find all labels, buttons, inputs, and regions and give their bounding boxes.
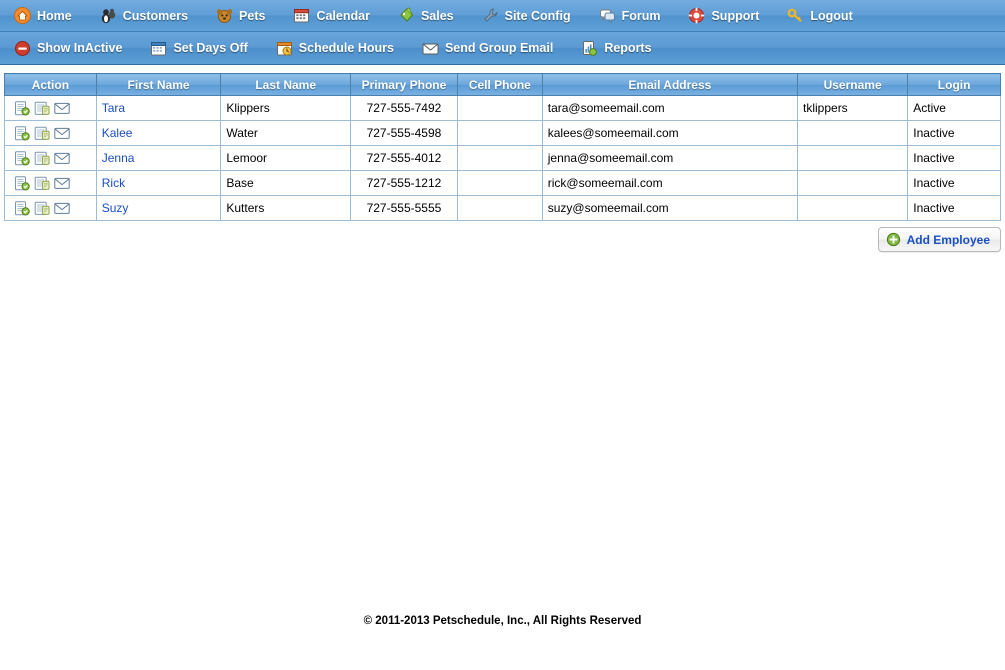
nav-item-forum[interactable] (599, 7, 661, 24)
last-name-cell: Water (221, 121, 351, 146)
nav-item-logout[interactable] (787, 7, 852, 24)
table-row (5, 171, 1001, 196)
table-row (5, 121, 1001, 146)
schedule-icon (276, 40, 293, 57)
row-actions-cell (5, 121, 97, 146)
last-name-cell: Lemoor (221, 146, 351, 171)
email-cell: tara@someemail.com (542, 96, 797, 121)
table-header (5, 74, 1001, 96)
reports-icon (581, 40, 598, 57)
customers-icon (100, 7, 117, 24)
sales-icon (398, 7, 415, 24)
nav-label: Customers (122, 8, 189, 23)
row-actions (10, 101, 91, 116)
employee-name-link[interactable]: Tara (101, 101, 126, 115)
nav-item-show-inactive[interactable] (14, 40, 122, 57)
email-icon[interactable] (54, 126, 70, 141)
copyright-text: © 2011-2013 Petschedule, Inc., All Rights Reserved (363, 615, 642, 627)
notes-icon[interactable] (34, 201, 50, 216)
nav-item-support[interactable] (688, 7, 759, 24)
row-actions-cell (5, 196, 97, 221)
email-icon[interactable] (54, 101, 70, 116)
primary-phone-cell: 727-555-4012 (350, 146, 457, 171)
employee-name-link[interactable]: Suzy (101, 201, 129, 215)
login-status-cell: Inactive (908, 146, 1001, 171)
minus-circle-icon (14, 40, 31, 57)
nav-item-send-group-email[interactable] (422, 40, 553, 57)
notes-icon[interactable] (34, 151, 50, 166)
first-name-cell (96, 121, 221, 146)
nav-label: Logout (810, 8, 853, 23)
email-icon[interactable] (54, 151, 70, 166)
add-employee-button[interactable] (878, 227, 1001, 252)
nav-label: Send Group Email (444, 41, 554, 55)
nav-label: Home (37, 8, 72, 23)
nav-item-set-days-off[interactable] (150, 40, 247, 57)
column-header-cell-phone[interactable]: Cell Phone (457, 74, 542, 96)
login-status-cell: Inactive (908, 121, 1001, 146)
edit-page-icon[interactable] (14, 126, 30, 141)
notes-icon[interactable] (34, 176, 50, 191)
primary-phone-cell: 727-555-5555 (350, 196, 457, 221)
email-cell: jenna@someemail.com (542, 146, 797, 171)
notes-icon[interactable] (34, 101, 50, 116)
row-actions (10, 201, 91, 216)
nav-label: Support (711, 8, 760, 23)
days-off-icon (150, 40, 167, 57)
row-actions (10, 151, 91, 166)
calendar-icon (293, 7, 310, 24)
row-actions-cell (5, 171, 97, 196)
employee-table-container (4, 73, 1001, 221)
cell-phone-cell (457, 196, 542, 221)
nav-label: Show InActive (37, 41, 123, 55)
nav-item-schedule-hours[interactable] (276, 40, 394, 57)
table-body (5, 96, 1001, 221)
employee-name-link[interactable]: Jenna (101, 151, 135, 165)
notes-icon[interactable] (34, 126, 50, 141)
last-name-cell: Base (221, 171, 351, 196)
key-icon (787, 7, 804, 24)
footer (0, 615, 1005, 627)
nav-label: Sales (420, 8, 454, 23)
login-status-cell: Inactive (908, 171, 1001, 196)
nav-label: Forum (621, 8, 661, 23)
cell-phone-cell (457, 121, 542, 146)
first-name-cell (96, 171, 221, 196)
nav-item-sales[interactable] (398, 7, 454, 24)
nav-label: Pets (239, 8, 266, 23)
primary-navbar (0, 0, 1005, 32)
edit-page-icon[interactable] (14, 176, 30, 191)
column-header-primary-phone[interactable]: Primary Phone (350, 74, 457, 96)
nav-item-site-config[interactable] (482, 7, 571, 24)
username-cell (798, 196, 908, 221)
primary-phone-cell: 727-555-7492 (350, 96, 457, 121)
first-name-cell (96, 96, 221, 121)
edit-page-icon[interactable] (14, 151, 30, 166)
add-employee-row (4, 227, 1001, 252)
cell-phone-cell (457, 96, 542, 121)
nav-label: Set Days Off (173, 41, 248, 55)
home-icon (14, 7, 31, 24)
login-status-cell: Active (908, 96, 1001, 121)
column-header-username[interactable]: Username (798, 74, 908, 96)
employee-name-link[interactable]: Rick (101, 176, 126, 190)
column-header-last-name[interactable]: Last Name (221, 74, 351, 96)
secondary-navbar (0, 32, 1005, 65)
nav-label: Calendar (316, 8, 370, 23)
support-icon (688, 7, 705, 24)
employee-name-link[interactable]: Kalee (101, 126, 133, 140)
row-actions-cell (5, 96, 97, 121)
table-row (5, 146, 1001, 171)
envelope-icon (422, 40, 439, 57)
employee-table (4, 73, 1001, 221)
add-employee-label: Add Employee (906, 232, 990, 247)
pets-icon (216, 7, 233, 24)
table-row (5, 96, 1001, 121)
column-header-first-name[interactable]: First Name (96, 74, 221, 96)
primary-phone-cell: 727-555-1212 (350, 171, 457, 196)
username-cell (798, 146, 908, 171)
email-cell: suzy@someemail.com (542, 196, 797, 221)
plus-circle-icon (886, 232, 901, 247)
forum-icon (599, 7, 616, 24)
wrench-icon (482, 7, 499, 24)
edit-page-icon[interactable] (14, 101, 30, 116)
column-header-action[interactable]: Action (5, 74, 97, 96)
nav-item-calendar[interactable] (293, 7, 370, 24)
row-actions-cell (5, 146, 97, 171)
nav-item-home[interactable] (14, 7, 72, 24)
column-header-login[interactable]: Login (908, 74, 1001, 96)
first-name-cell (96, 196, 221, 221)
row-actions (10, 176, 91, 191)
nav-label: Site Config (504, 8, 571, 23)
nav-item-pets[interactable] (216, 7, 265, 24)
edit-page-icon[interactable] (14, 201, 30, 216)
nav-label: Reports (604, 41, 652, 55)
last-name-cell: Klippers (221, 96, 351, 121)
email-icon[interactable] (54, 176, 70, 191)
email-icon[interactable] (54, 201, 70, 216)
table-header-row (5, 74, 1001, 96)
email-cell: rick@someemail.com (542, 171, 797, 196)
username-cell (798, 171, 908, 196)
last-name-cell: Kutters (221, 196, 351, 221)
nav-item-customers[interactable] (100, 7, 188, 24)
row-actions (10, 126, 91, 141)
column-header-email-address[interactable]: Email Address (542, 74, 797, 96)
nav-item-reports[interactable] (581, 40, 651, 57)
nav-label: Schedule Hours (298, 41, 394, 55)
table-row (5, 196, 1001, 221)
first-name-cell (96, 146, 221, 171)
cell-phone-cell (457, 146, 542, 171)
username-cell: tklippers (798, 96, 908, 121)
cell-phone-cell (457, 171, 542, 196)
username-cell (798, 121, 908, 146)
primary-phone-cell: 727-555-4598 (350, 121, 457, 146)
login-status-cell: Inactive (908, 196, 1001, 221)
email-cell: kalees@someemail.com (542, 121, 797, 146)
